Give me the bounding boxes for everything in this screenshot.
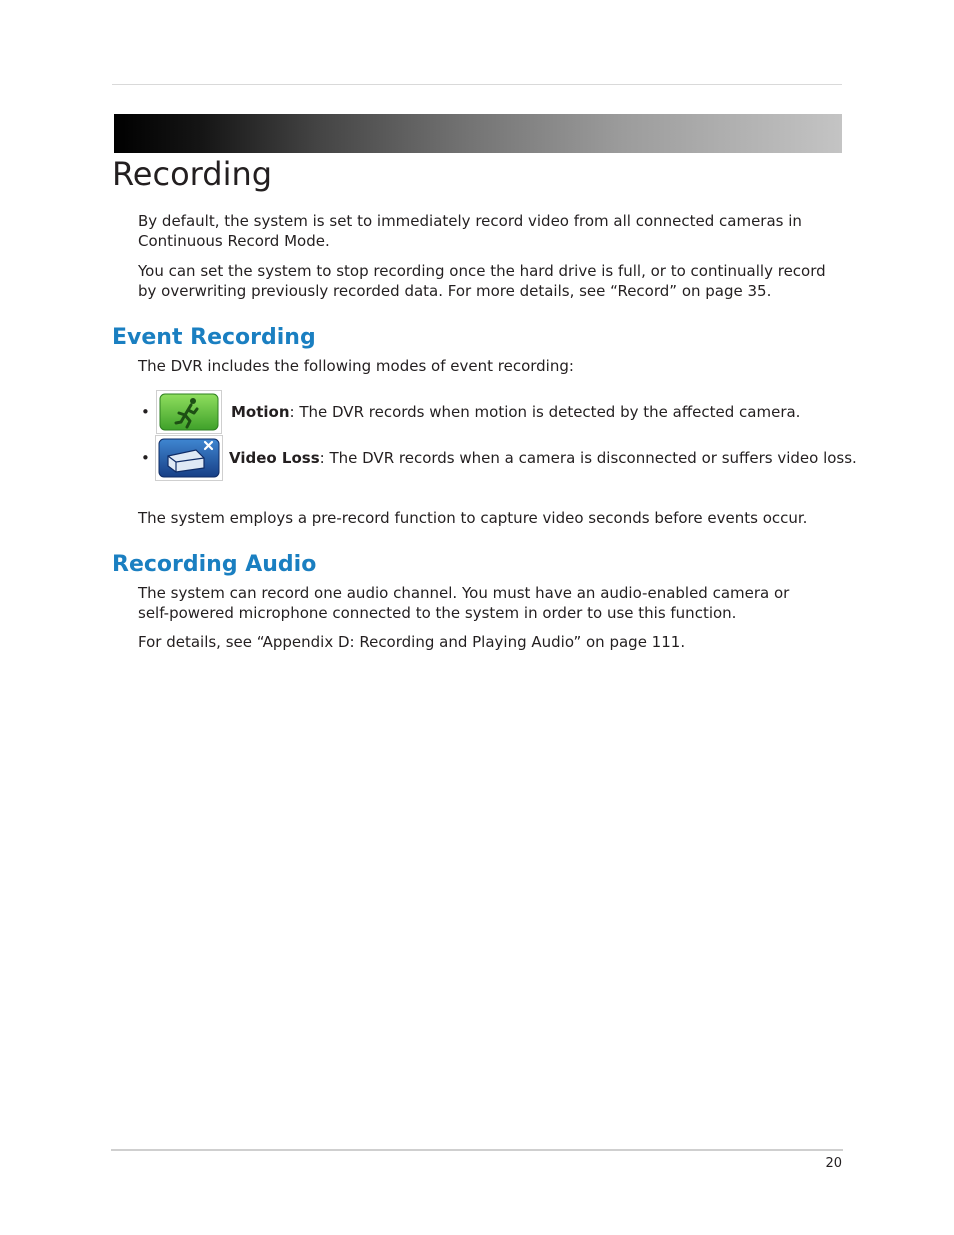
motion-term: Motion [231,403,290,421]
pre-record-paragraph: The system employs a pre-record function to capture video seconds before events occur. [138,509,808,527]
video-loss-description: : The DVR records when a camera is disconnected or suffers video loss. [319,449,857,467]
running-man-icon [156,390,222,434]
footer-rule [111,1149,843,1151]
video-loss-item-text [229,448,857,468]
recording-audio-heading: Recording Audio [112,552,317,577]
audio-paragraph-1: The system can record one audio channel. You must have an audio-enabled camera or self-powered microphone connected to the system in order to use this function. [138,584,790,622]
camera-video-loss-icon [155,435,223,481]
bullet-marker: • [141,403,150,421]
bullet-marker: • [141,449,150,467]
header-rule [112,84,842,85]
event-recording-lead: The DVR includes the following modes of event recording: [138,357,574,375]
motion-item-text [231,402,800,422]
intro-paragraph-2: You can set the system to stop recording once the hard drive is full, or to continually record by overwriting previously recorded data. For more details, see “Record” on page 35. [138,262,826,300]
event-recording-heading: Event Recording [112,325,316,350]
intro-paragraph-1: By default, the system is set to immediately record video from all connected cameras in Continuous Record Mode. [138,212,802,250]
motion-description: : The DVR records when motion is detected by the affected camera. [289,403,801,421]
page-title: Recording [112,155,273,193]
audio-paragraph-2: For details, see “Appendix D: Recording and Playing Audio” on page 111. [138,633,686,651]
page-number: 20 [825,1156,842,1171]
video-loss-term: Video Loss [229,449,320,467]
section-banner [114,114,842,153]
